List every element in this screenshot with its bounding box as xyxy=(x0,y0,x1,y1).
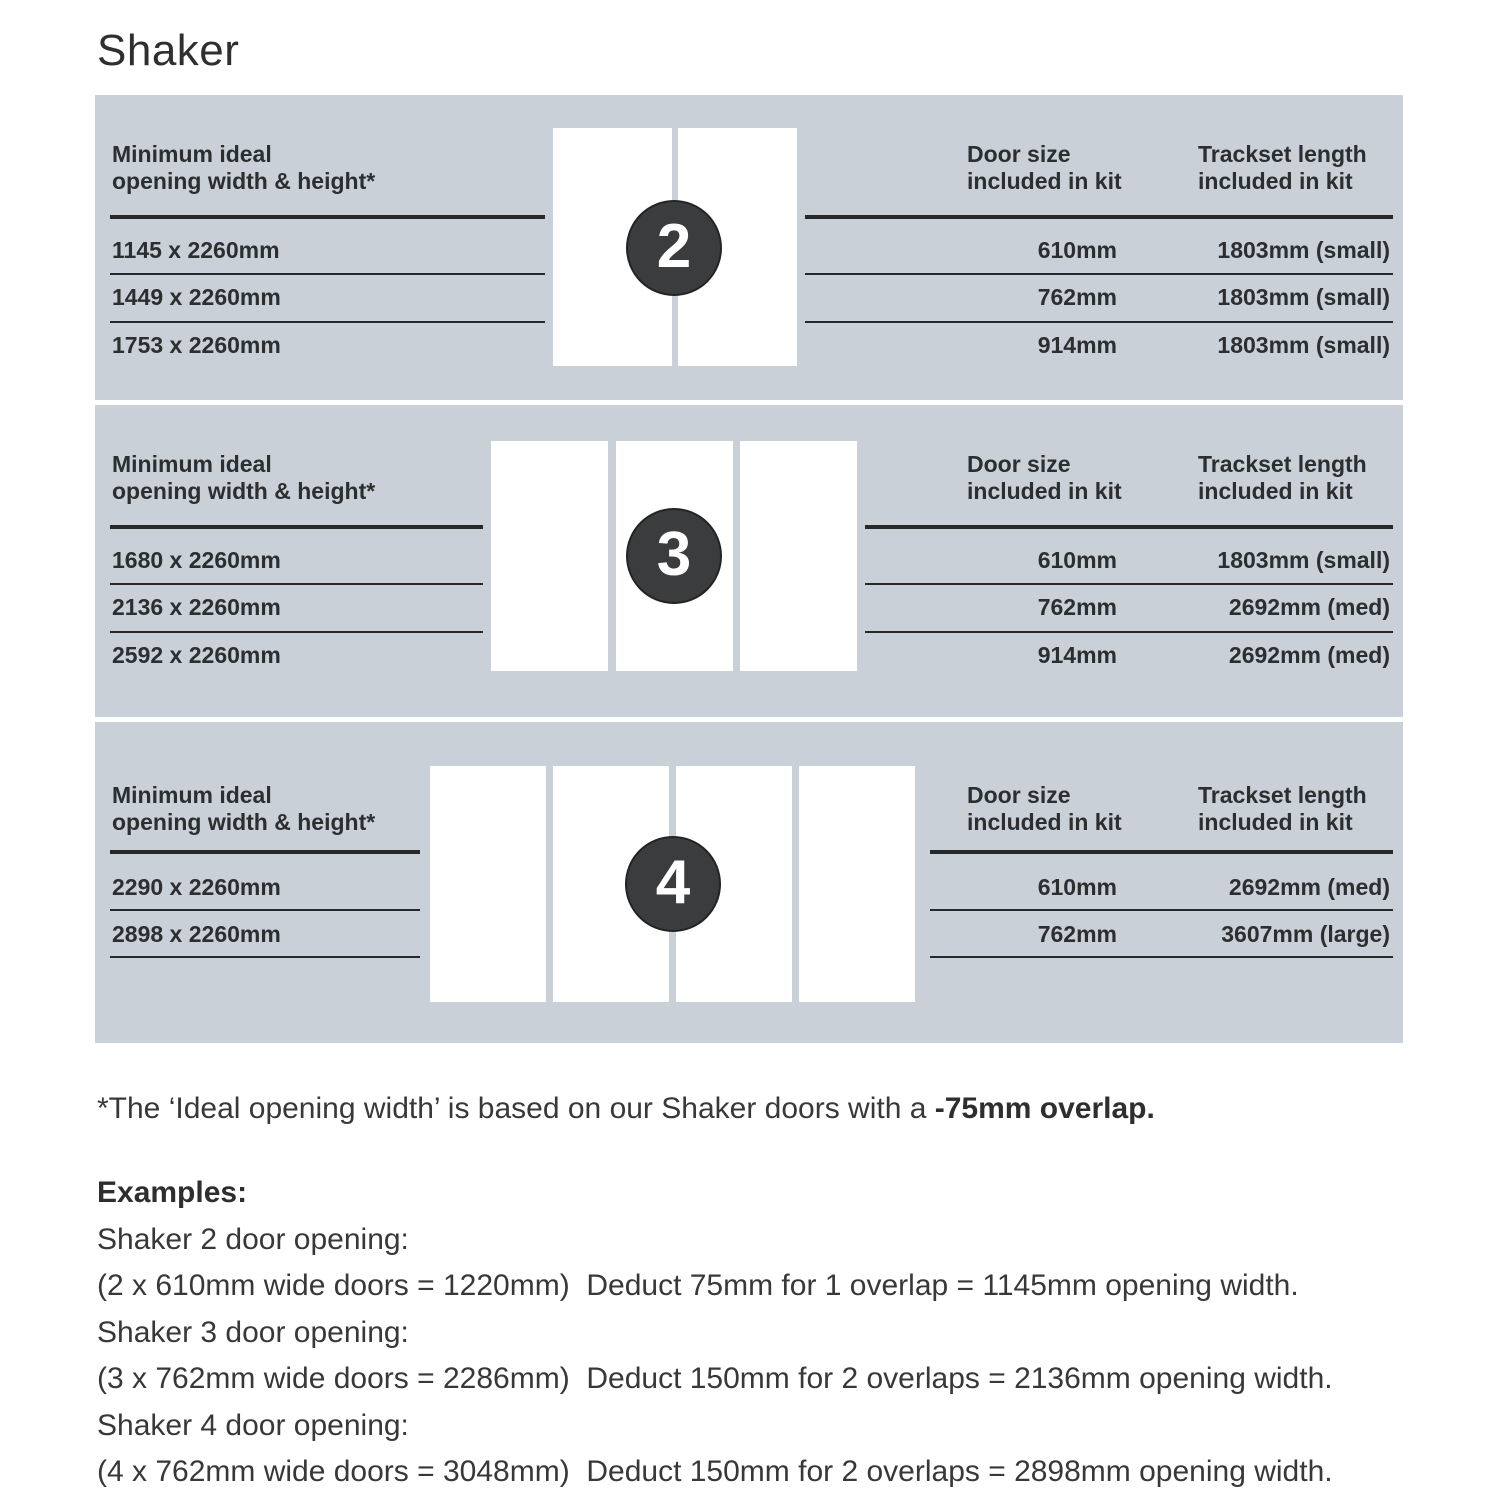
opening-header: Minimum ideal opening width & height* xyxy=(112,141,376,194)
door-panel xyxy=(740,441,857,671)
door-size-header: Door size included in kit xyxy=(967,782,1122,835)
header-rule xyxy=(805,215,1393,219)
trackset-cell: 1803mm (small) xyxy=(1217,237,1390,263)
examples-heading: Examples: xyxy=(97,1176,248,1209)
opening-cell: 1680 x 2260mm xyxy=(112,547,281,573)
trackset-cell: 2692mm (med) xyxy=(1228,874,1390,900)
door-panel xyxy=(491,441,608,671)
row-rule xyxy=(110,583,483,585)
example-line: Shaker 2 door opening: xyxy=(97,1223,409,1256)
door-count-badge: 4 xyxy=(625,836,721,932)
row-rule xyxy=(865,631,1393,633)
row-rule xyxy=(110,321,545,323)
door-panel xyxy=(799,766,915,1002)
opening-cell: 2136 x 2260mm xyxy=(112,594,281,620)
row-rule xyxy=(110,909,420,911)
header-rule xyxy=(110,850,420,854)
door-size-cell: 610mm xyxy=(1037,874,1117,900)
example-line: (2 x 610mm wide doors = 1220mm) Deduct 75mm for 1 overlap = 1145mm opening width. xyxy=(97,1269,1299,1302)
row-rule xyxy=(865,583,1393,585)
size-panel-3-door xyxy=(95,405,1403,717)
door-size-cell: 610mm xyxy=(1037,237,1117,263)
row-rule xyxy=(110,631,483,633)
opening-cell: 2290 x 2260mm xyxy=(112,874,281,900)
opening-cell: 2898 x 2260mm xyxy=(112,921,281,947)
door-size-cell: 762mm xyxy=(1037,594,1117,620)
row-rule xyxy=(805,273,1393,275)
trackset-header: Trackset length included in kit xyxy=(1198,451,1367,504)
trackset-cell: 2692mm (med) xyxy=(1228,642,1390,668)
door-count-badge: 3 xyxy=(626,508,722,604)
opening-cell: 1753 x 2260mm xyxy=(112,332,281,358)
trackset-cell: 3607mm (large) xyxy=(1221,921,1390,947)
opening-cell: 1449 x 2260mm xyxy=(112,284,281,310)
door-size-cell: 914mm xyxy=(1037,332,1117,358)
trackset-cell: 1803mm (small) xyxy=(1217,332,1390,358)
door-size-cell: 762mm xyxy=(1037,284,1117,310)
header-rule xyxy=(110,215,545,219)
footnote-bold: -75mm overlap. xyxy=(934,1092,1155,1125)
example-line: Shaker 3 door opening: xyxy=(97,1316,409,1349)
example-line: (4 x 762mm wide doors = 3048mm) Deduct 150mm for 2 overlaps = 2898mm opening width. xyxy=(97,1455,1333,1488)
size-panel-4-door xyxy=(95,722,1403,1043)
door-count-badge: 2 xyxy=(626,200,722,296)
header-rule xyxy=(930,850,1393,854)
opening-header: Minimum ideal opening width & height* xyxy=(112,782,376,835)
example-line: (3 x 762mm wide doors = 2286mm) Deduct 150mm for 2 overlaps = 2136mm opening width. xyxy=(97,1362,1333,1395)
opening-cell: 1145 x 2260mm xyxy=(112,237,280,263)
row-rule xyxy=(930,956,1393,958)
door-size-header: Door size included in kit xyxy=(967,451,1122,504)
header-rule xyxy=(110,525,483,529)
door-size-cell: 762mm xyxy=(1037,921,1117,947)
example-line: Shaker 4 door opening: xyxy=(97,1409,409,1442)
trackset-cell: 1803mm (small) xyxy=(1217,284,1390,310)
door-size-cell: 610mm xyxy=(1037,547,1117,573)
page-title: Shaker xyxy=(97,26,240,75)
row-rule xyxy=(110,273,545,275)
row-rule xyxy=(805,321,1393,323)
door-panel xyxy=(430,766,546,1002)
footnote: *The ‘Ideal opening width’ is based on our Shaker doors with a -75mm overlap. xyxy=(97,1092,1155,1125)
opening-header: Minimum ideal opening width & height* xyxy=(112,451,376,504)
row-rule xyxy=(110,956,420,958)
header-rule xyxy=(865,525,1393,529)
door-size-header: Door size included in kit xyxy=(967,141,1122,194)
trackset-header: Trackset length included in kit xyxy=(1198,141,1367,194)
door-size-cell: 914mm xyxy=(1037,642,1117,668)
trackset-cell: 2692mm (med) xyxy=(1228,594,1390,620)
trackset-header: Trackset length included in kit xyxy=(1198,782,1367,835)
size-panel-2-door xyxy=(95,95,1403,400)
trackset-cell: 1803mm (small) xyxy=(1217,547,1390,573)
row-rule xyxy=(930,909,1393,911)
opening-cell: 2592 x 2260mm xyxy=(112,642,281,668)
